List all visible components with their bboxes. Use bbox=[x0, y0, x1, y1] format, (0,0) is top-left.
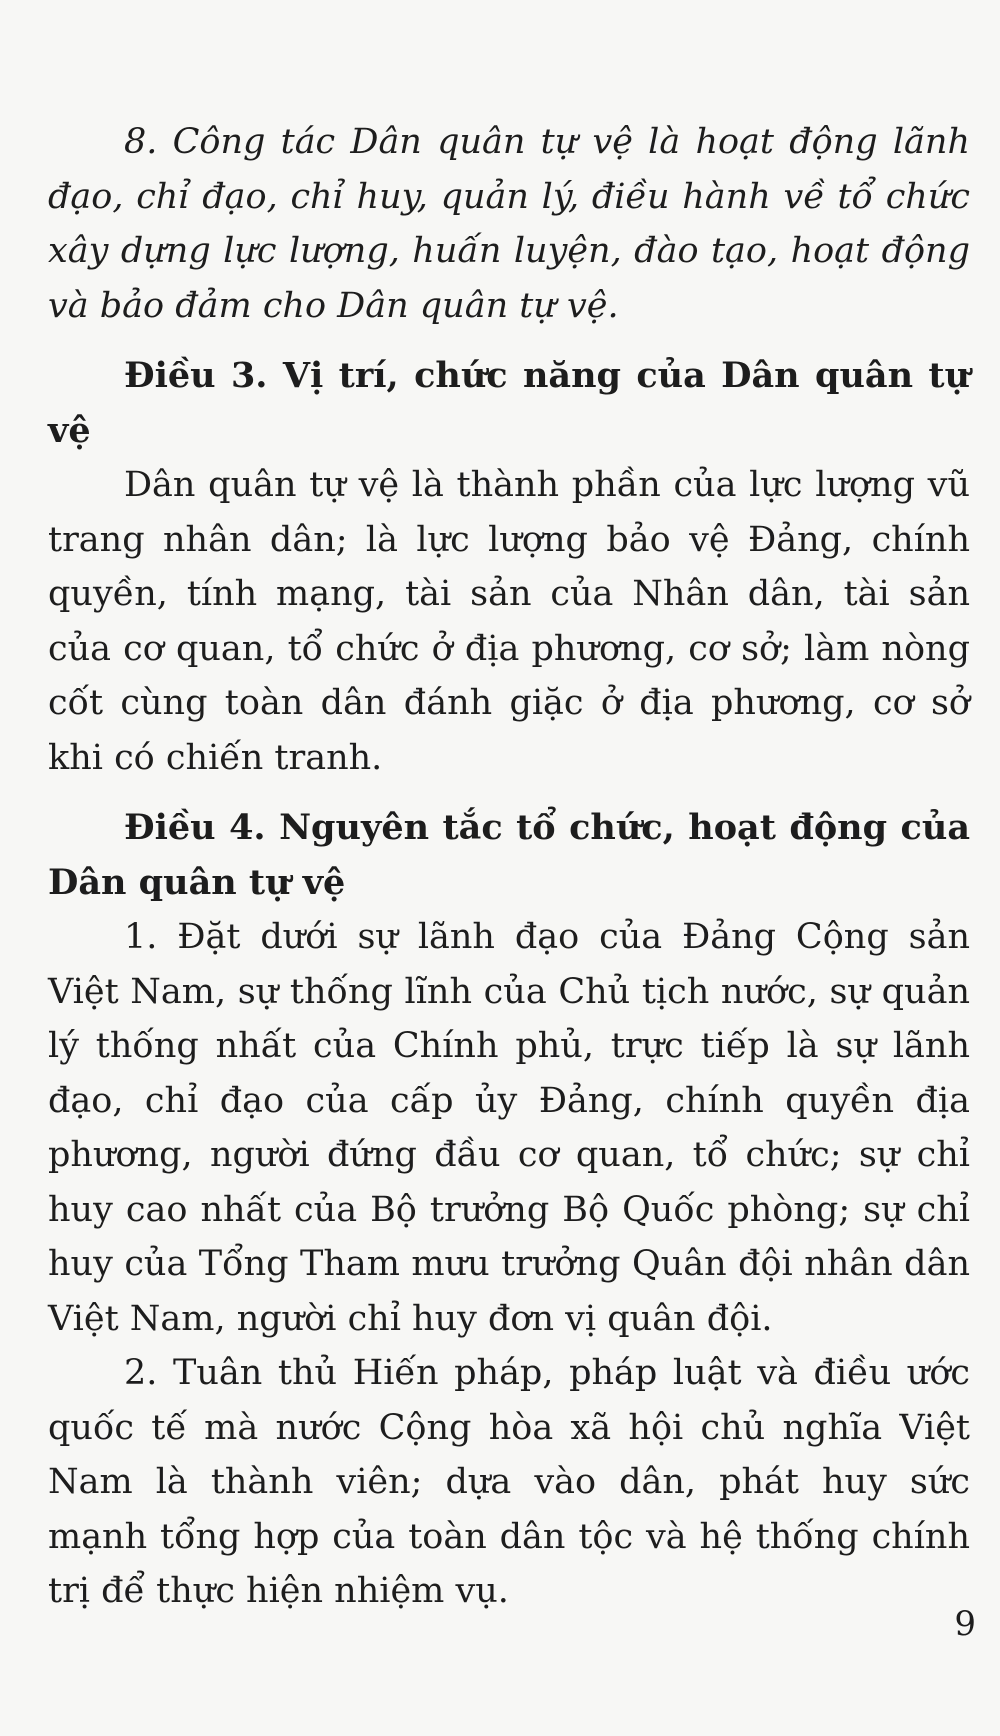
article-4-heading: Điều 4. Nguyên tắc tổ chức, hoạt động của Dân quân tự vệ bbox=[48, 807, 970, 903]
page-content bbox=[48, 115, 970, 1619]
article-3-heading: Điều 3. Vị trí, chức năng của Dân quân tự vệ bbox=[48, 355, 970, 451]
paragraph-definition-8: 8. Công tác Dân quân tự vệ là hoạt động lãnh đạo, chỉ đạo, chỉ huy, quản lý, điều hành về tổ chức xây dựng lực lượng, huấn luyện, đào tạo, hoạt động và bảo đảm cho Dân quân tự vệ. bbox=[48, 122, 970, 326]
article-4-item-1: 1. Đặt dưới sự lãnh đạo của Đảng Cộng sản Việt Nam, sự thống lĩnh của Chủ tịch nước, sự quản lý thống nhất của Chính phủ, trực tiếp là sự lãnh đạo, chỉ đạo của cấp ủy Đảng, chính quyền địa phương, người đứng đầu cơ quan, tổ chức; sự chỉ huy cao nhất của Bộ trưởng Bộ Quốc phòng; sự chỉ huy của Tổng Tham mưu trưởng Quân đội nhân dân Việt Nam, người chỉ huy đơn vị quân đội. bbox=[48, 917, 970, 1339]
article-3-body: Dân quân tự vệ là thành phần của lực lượng vũ trang nhân dân; là lực lượng bảo vệ Đảng, chính quyền, tính mạng, tài sản của Nhân dân, tài sản của cơ quan, tổ chức ở địa phương, cơ sở; làm nòng cốt cùng toàn dân đánh giặc ở địa phương, cơ sở khi có chiến tranh. bbox=[48, 465, 970, 778]
page-number: 9 bbox=[954, 1604, 976, 1644]
article-4-item-2: 2. Tuân thủ Hiến pháp, pháp luật và điều ước quốc tế mà nước Cộng hòa xã hội chủ nghĩa Việt Nam là thành viên; dựa vào dân, phát huy sức mạnh tổng hợp của toàn dân tộc và hệ thống chính trị để thực hiện nhiệm vụ. bbox=[48, 1353, 970, 1611]
